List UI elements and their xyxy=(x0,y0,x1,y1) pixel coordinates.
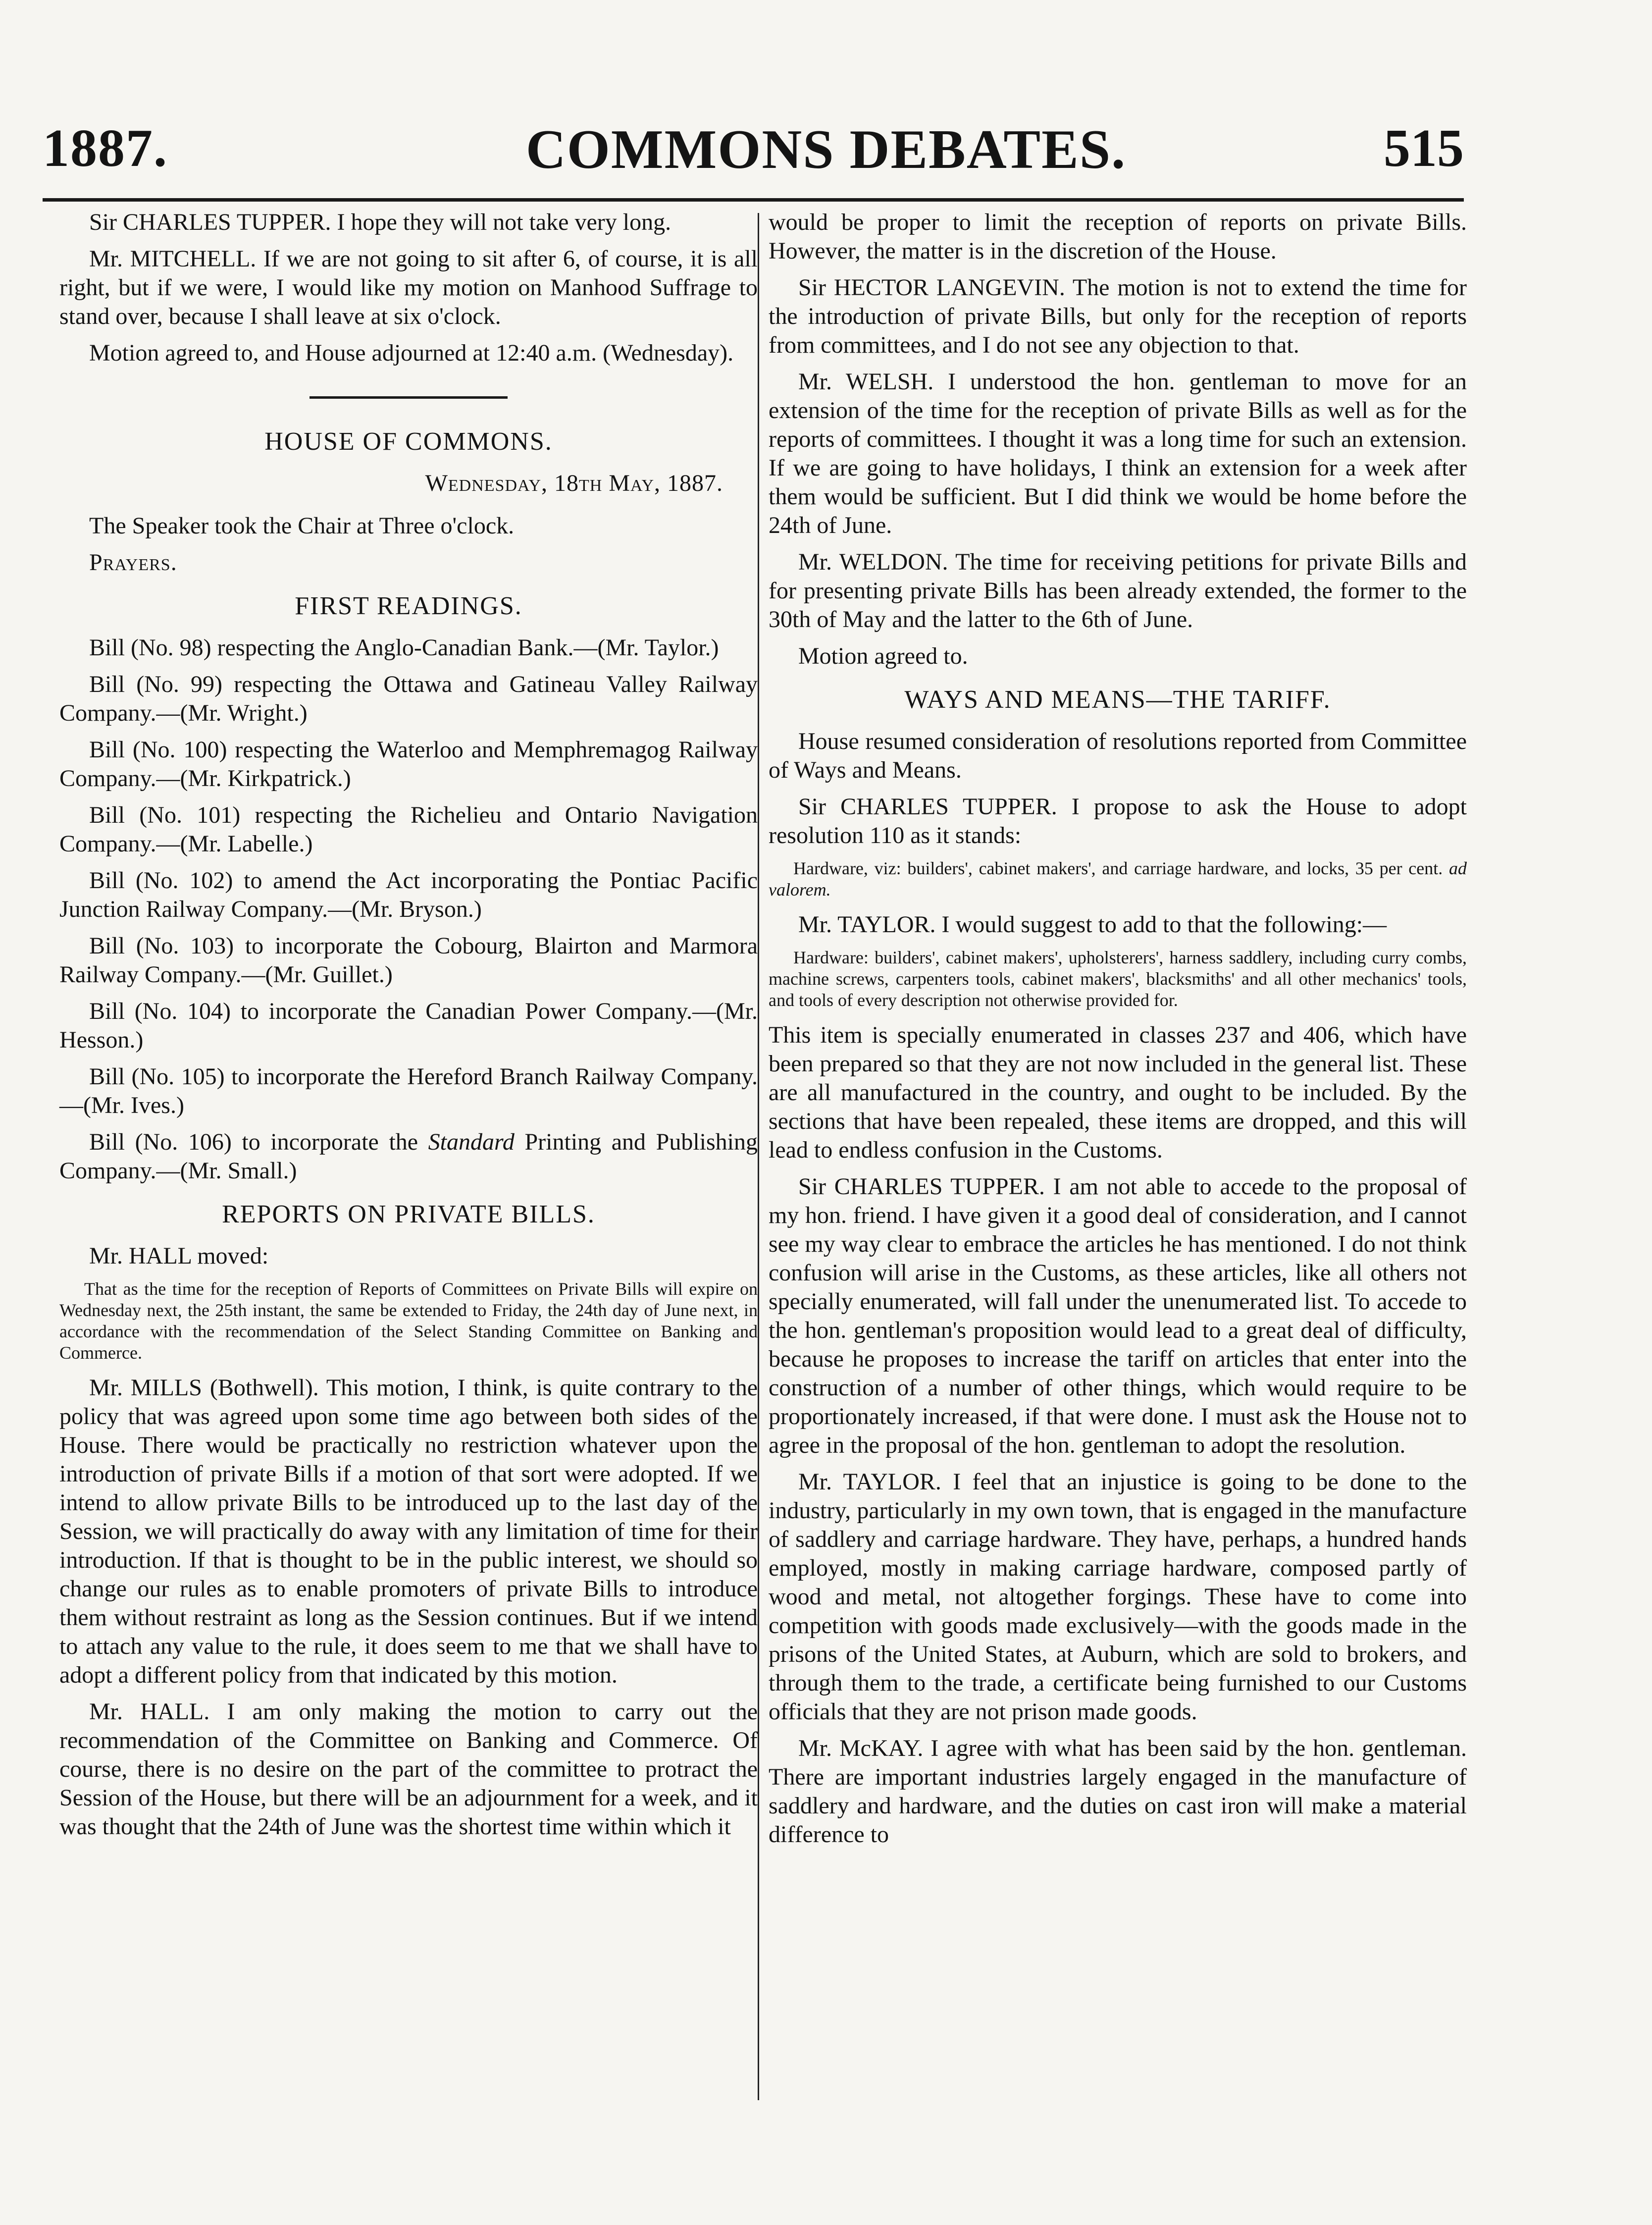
bill-entry: Bill (No. 104) to incorporate the Canadian Power Company.—(Mr. Hesson.) xyxy=(59,998,758,1053)
bill-entry: Bill (No. 101) respecting the Richelieu and Ontario Navigation Company.—(Mr. Labelle.) xyxy=(59,802,758,857)
bill-entry: Bill (No. 103) to incorporate the Cobourg, Blairton and Marmora Railway Company.—(Mr. Guillet.) xyxy=(59,933,758,988)
bill-entry: Bill (No. 98) respecting the Anglo-Canadian Bank.—(Mr. Taylor.) xyxy=(89,635,719,661)
section-rule xyxy=(310,396,508,399)
section-heading: FIRST READINGS. xyxy=(295,592,522,620)
bill-entry: Bill (No. 99) respecting the Ottawa and Gatineau Valley Railway Company.—(Mr. Wright.) xyxy=(59,671,758,726)
paragraph: Mr. TAYLOR. I feel that an injustice is going to be done to the industry, particularly in my own town, that is engaged in the manufacture of saddlery and carriage hardware. They have, perhaps, a hundred hands employed, mostly in making carriage hardware, composed partly of wood and metal, not altogether forgings. These have to come into competition with goods made exclusively—with the goods made in the prisons of the United States, at Auburn, which are sold to brokers, and through them to the trade, a certificate being furnished to our Customs officials that they are not prison made goods. xyxy=(769,1469,1467,1725)
paragraph: Sir CHARLES TUPPER. I hope they will not take very long. xyxy=(89,209,671,235)
paragraph: Mr. TAYLOR. I would suggest to add to that the following:— xyxy=(798,911,1387,938)
right-column xyxy=(769,208,1467,1857)
sitting-date: Wednesday, 18th May, 1887. xyxy=(425,470,723,496)
bill-entry: Bill (No. 102) to amend the Act incorporating the Pontiac Pacific Junction Railway Company.—(Mr. Bryson.) xyxy=(59,867,758,922)
motion-text: That as the time for the reception of Reports of Committees on Private Bills will expire on Wednesday next, the 25th instant, the same be extended to Friday, the 24th day of June next, in accordance with the recommendation of the Select Standing Committee on Banking and Commerce. xyxy=(59,1279,758,1363)
paragraph: Motion agreed to, and House adjourned at 12:40 a.m. (Wednesday). xyxy=(89,340,734,366)
paragraph: Mr. WELSH. I understood the hon. gentleman to move for an extension of the time for the reception of private Bills as well as for the reports of committees. I thought it was a long time for such an extension. If we are going to have holidays, I think an extension for a week after them would be sufficient. But I did think we would be home before the 24th of June. xyxy=(769,369,1467,538)
bill-entry: Bill (No. 100) respecting the Waterloo and Memphremagog Railway Company.—(Mr. Kirkpatrick.) xyxy=(59,737,758,792)
resolution-text xyxy=(769,858,1467,901)
paragraph: Sir HECTOR LANGEVIN. The motion is not to extend the time for the introduction of private Bills, but only for the reception of reports from committees, and I do not see any objection to that. xyxy=(769,274,1467,358)
paragraph: Mr. McKAY. I agree with what has been said by the hon. gentleman. There are important industries largely engaged in the manufacture of saddlery and hardware, and the duties on cast iron will make a material difference to xyxy=(769,1735,1467,1848)
paragraph: would be proper to limit the reception of reports on private Bills. However, the matter is in the discretion of the House. xyxy=(769,209,1467,264)
left-column xyxy=(59,208,758,1849)
header-year: 1887. xyxy=(43,119,168,178)
paragraph: Mr. HALL moved: xyxy=(89,1243,269,1269)
bill-italic: Standard xyxy=(428,1129,515,1155)
bill-entry xyxy=(59,1128,758,1185)
column-divider xyxy=(758,213,759,2100)
paragraph: Mr. WELDON. The time for receiving petitions for private Bills and for presenting private Bills has been already extended, the former to the 30th of May and the latter to the 6th of June. xyxy=(769,549,1467,633)
paragraph: This item is specially enumerated in classes 237 and 406, which have been prepared so that they are not now included in the general list. These are all manufactured in the country, and ought to be included. By the sections that have been repealed, these items are dropped, and this will lead to endless confusion in the Customs. xyxy=(769,1022,1467,1163)
section-heading: HOUSE OF COMMONS. xyxy=(264,427,553,456)
paragraph: Sir CHARLES TUPPER. I am not able to accede to the proposal of my hon. friend. I have given it a good deal of consideration, and I cannot see my way clear to embrace the articles he has mentioned. I do not think confusion will arise in the Customs, as these articles, like all others not specially enumerated, will fall under the unenumerated list. To accede to the hon. gentleman's proposition would lead to a great deal of difficulty, because he proposes to increase the tariff on articles that enter into the construction of a number of other things, which would require to be proportionately increased, if that were done. I must ask the House not to agree in the proposal of the hon. gentleman to adopt the resolution. xyxy=(769,1173,1467,1458)
resolution-body: Hardware, viz: builders', cabinet makers', and carriage hardware, and locks, 35 per cent. xyxy=(793,858,1443,878)
paragraph: Mr. MILLS (Bothwell). This motion, I think, is quite contrary to the policy that was agreed upon some time ago between both sides of the House. There would be practically no restriction whatever upon the introduction of private Bills if a motion of that sort were adopted. If we intend to allow private Bills to be introduced up to the last day of the Session, we will practically do away with any limitation of time for their introduction. If that is thought to be in the public interest, we should so change our rules as to enable promoters of private Bills to introduce them without restraint as long as the Session continues. But if we intend to attach any value to the rule, it does seem to me that we shall have to adopt a different policy from that indicated by this motion. xyxy=(59,1375,758,1688)
paragraph: Motion agreed to. xyxy=(798,643,968,669)
paragraph: Mr. HALL. I am only making the motion to carry out the recommendation of the Committee on Banking and Commerce. Of course, there is no desire on the part of the committee to protract the Session of the House, but there will be an adjournment for a week, and it was thought that the 24th of June was the shortest time within which it xyxy=(59,1698,758,1840)
section-heading: REPORTS ON PRIVATE BILLS. xyxy=(222,1200,595,1228)
paragraph: House resumed consideration of resolutions reported from Committee of Ways and Means. xyxy=(769,728,1467,783)
resolution-italic: ad valorem. xyxy=(769,858,1467,900)
paragraph: Sir CHARLES TUPPER. I propose to ask the House to adopt resolution 110 as it stands: xyxy=(769,794,1467,848)
header-rule xyxy=(43,198,1464,202)
header-title: COMMONS DEBATES. xyxy=(525,119,1127,180)
paragraph: Mr. MITCHELL. If we are not going to sit after 6, of course, it is all right, but if we were, I would like my motion on Manhood Suffrage to stand over, because I shall leave at six o'clock. xyxy=(59,246,758,329)
paragraph: The Speaker took the Chair at Three o'clock. xyxy=(89,513,515,539)
running-header xyxy=(0,118,1652,182)
bill-text: Bill (No. 106) to incorporate the xyxy=(89,1129,418,1155)
section-heading: WAYS AND MEANS—THE TARIFF. xyxy=(904,686,1331,714)
header-page-number: 515 xyxy=(1384,119,1464,178)
bill-text: Printing and Publishing Company.—(Mr. Small.) xyxy=(59,1129,758,1184)
bill-entry: Bill (No. 105) to incorporate the Hereford Branch Railway Company.—(Mr. Ives.) xyxy=(59,1063,758,1118)
amendment-text: Hardware: builders', cabinet makers', upholsterers', harness saddlery, including curry combs, machine screws, carpenters tools, cabinet makers', blacksmiths' and all other mechanics' tools, and tools of every description not otherwise provided for. xyxy=(769,948,1467,1010)
prayers-label: Prayers. xyxy=(89,549,177,576)
